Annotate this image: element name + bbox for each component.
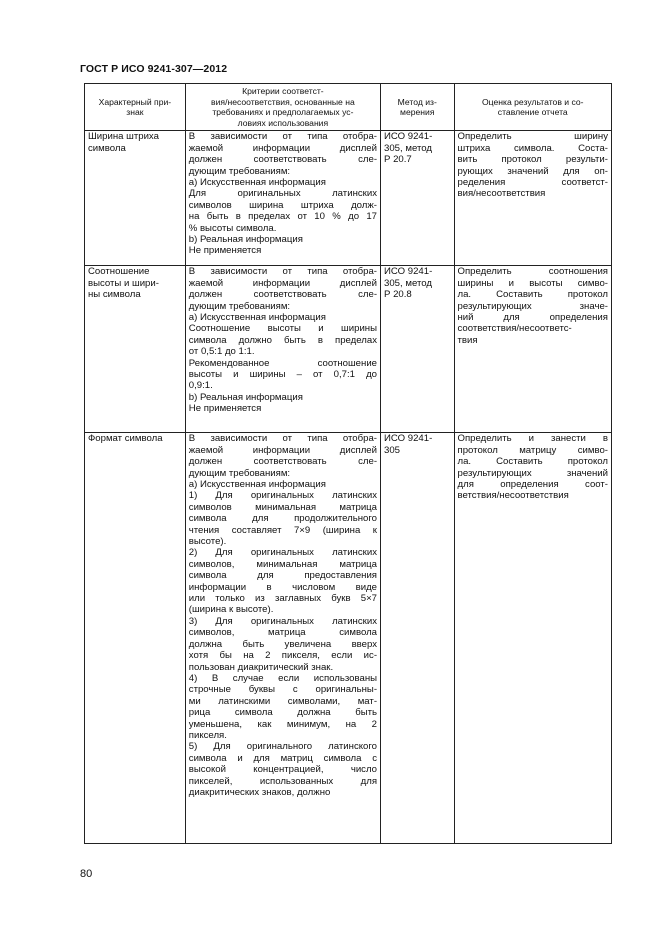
method-cell — [381, 433, 454, 844]
criteria-cell — [185, 266, 380, 433]
text-line: для определения соот- — [457, 479, 608, 490]
text-line: Формат символа — [88, 433, 163, 445]
text-line: (ширина к высоте). — [188, 604, 274, 616]
text-line: Определить ширину — [457, 131, 608, 143]
text-line: результирующих значений — [457, 467, 608, 479]
text-line: b) Реальная информация — [188, 391, 303, 403]
text-line: Не применяется — [188, 403, 262, 415]
text-line: соответствия/несоответс- — [457, 323, 572, 335]
text-line: от 0,5:1 до 1:1. — [188, 346, 255, 358]
text-line: символа для продолжительного — [188, 513, 378, 525]
criteria-table — [84, 83, 612, 844]
text-line: на быть в пределах от 10 % до 17 — [188, 211, 378, 223]
text-line: жаемой информации дисплей — [188, 444, 378, 456]
evaluation-cell — [454, 433, 612, 844]
text-line: пользован диакритический знак. — [188, 661, 334, 673]
text-line: хотя бы на 2 пикселя, если ис- — [188, 650, 378, 662]
text-line: высоты и ширины – от 0,7:1 до — [188, 369, 378, 381]
page-number: 80 — [80, 868, 93, 880]
text-line: вия/несоответствия — [457, 188, 546, 200]
text-line: жаемой информации дисплей — [188, 277, 378, 289]
text-line: Определить и занести в — [457, 433, 608, 445]
text-line: Рекомендованное соотношение — [188, 357, 378, 369]
text-line: 4) В случае если использованы — [188, 672, 378, 684]
text-line: должна быть увеличена вверх — [188, 638, 378, 650]
table-header-row — [85, 84, 612, 131]
text-line: протокол матрицу симво- — [457, 444, 608, 456]
text-line: Не применяется — [188, 245, 262, 257]
text-line: Для оригинальных латинских — [188, 188, 378, 200]
text-line: информации в числовом виде — [188, 581, 378, 593]
text-line: Оценка результатов и со- — [481, 96, 584, 107]
text-line: дующим требованиям: — [188, 467, 291, 479]
text-line: 5) Для оригинального латинского — [188, 741, 378, 753]
text-line: Р 20.8 — [384, 289, 412, 301]
text-line: высоты и шири- — [88, 277, 159, 289]
text-line: символов ширина штриха долж- — [188, 199, 378, 211]
table-row — [85, 131, 612, 266]
text-line: 0,9:1. — [188, 380, 213, 392]
text-line: диакритических знаков, должно — [188, 786, 331, 798]
text-line: символа и для матриц символа с — [188, 752, 378, 764]
text-line: ИСО 9241- — [384, 131, 433, 143]
text-line: ловиях использования — [237, 117, 329, 128]
text-line: Характерный при- — [98, 96, 172, 107]
text-line: В зависимости от типа отобра- — [188, 266, 378, 278]
text-line: символов минимальная матрица — [188, 501, 378, 513]
text-line: вить протокол результи- — [457, 154, 608, 166]
text-line: жаемой информации дисплей — [188, 142, 378, 154]
feature-cell — [85, 433, 186, 844]
text-line: ИСО 9241- — [384, 266, 433, 278]
text-line: рица символа должна быть — [188, 707, 378, 719]
text-line: штриха символа. Соста- — [457, 142, 608, 154]
text-line: Определить соотношения — [457, 266, 608, 278]
feature-cell — [85, 131, 186, 266]
text-line: знак — [126, 107, 144, 118]
text-line: Р 20.7 — [384, 154, 412, 166]
text-line: высоте). — [188, 536, 227, 548]
text-line: ны символа — [88, 289, 141, 301]
evaluation-cell — [454, 266, 612, 433]
text-line: высокой концентрацией, число — [188, 764, 378, 776]
text-line: символа должно быть в пределах — [188, 334, 378, 346]
text-line: Соотношение высоты и ширины — [188, 323, 378, 335]
text-line: вия/несоответствия, основанные на — [211, 96, 355, 107]
text-line: 3) Для оригинальных латинских — [188, 615, 378, 627]
text-line: b) Реальная информация — [188, 234, 303, 246]
text-line: ределения соответст- — [457, 177, 608, 188]
text-line: требованиях и предполагаемых ус- — [212, 107, 354, 118]
text-line: уменьшена, как минимум, на 2 — [188, 718, 378, 730]
text-line: ставление отчета — [497, 107, 568, 118]
text-line: должен соответствовать сле- — [188, 289, 378, 301]
text-line: мерения — [400, 107, 435, 118]
text-line: чтения составляет 7×9 (ширина к — [188, 524, 378, 536]
text-line: рующих значений для оп- — [457, 165, 608, 177]
text-line: Ширина штриха — [88, 131, 159, 143]
text-line: дующим требованиям: — [188, 300, 291, 312]
text-line: а) Искусственная информация — [188, 479, 326, 490]
criteria-cell — [185, 433, 380, 844]
text-line: должен соответствовать сле- — [188, 154, 378, 166]
text-line: дующим требованиям: — [188, 165, 291, 177]
text-line: символов, матрица символа — [188, 627, 378, 639]
method-cell — [381, 266, 454, 433]
criteria-cell — [185, 131, 380, 266]
text-line: пикселей, использованных для — [188, 775, 378, 787]
text-line: строчные буквы с оригинальны- — [188, 684, 378, 696]
column-header-method — [381, 84, 454, 131]
table-row — [85, 266, 612, 433]
text-line: Критерии соответст- — [242, 86, 324, 96]
text-line: символа для предоставления — [188, 570, 378, 582]
evaluation-cell — [454, 131, 612, 266]
text-line: ла. Составить протокол — [457, 289, 608, 301]
text-line: символа — [88, 142, 126, 154]
text-line: 2) Для оригинальных латинских — [188, 547, 378, 559]
text-line: пикселя. — [188, 729, 227, 741]
text-line: а) Искусственная информация — [188, 177, 326, 188]
text-line: ширины и высоты симво- — [457, 277, 608, 289]
text-line: а) Искусственная информация — [188, 312, 326, 323]
text-line: Соотношение — [88, 266, 150, 278]
text-line: ний для определения — [457, 312, 608, 323]
text-line: символов, минимальная матрица — [188, 558, 378, 570]
column-header-evaluation — [454, 84, 612, 131]
text-line: % высоты символа. — [188, 222, 277, 234]
text-line: твия — [457, 334, 478, 346]
text-line: или только из заглавных букв 5×7 — [188, 593, 378, 605]
text-line: 305 — [384, 444, 401, 456]
text-line: должен соответствовать сле- — [188, 456, 378, 468]
text-line: результирующих значе- — [457, 300, 608, 312]
text-line: 1) Для оригинальных латинских — [188, 490, 378, 502]
text-line: 305, метод — [384, 277, 432, 289]
column-header-feature — [85, 84, 186, 131]
feature-cell — [85, 266, 186, 433]
text-line: В зависимости от типа отобра- — [188, 131, 378, 143]
text-line: ветствия/несоответствия — [457, 490, 569, 502]
table-row — [85, 433, 612, 844]
text-line: 305, метод — [384, 142, 432, 154]
column-header-criteria — [185, 84, 380, 131]
text-line: В зависимости от типа отобра- — [188, 433, 378, 445]
document-header: ГОСТ Р ИСО 9241-307—2012 — [80, 63, 228, 75]
text-line: ми латинскими символами, мат- — [188, 695, 378, 707]
method-cell — [381, 131, 454, 266]
text-line: ла. Составить протокол — [457, 456, 608, 468]
text-line: Метод из- — [397, 96, 437, 107]
text-line: ИСО 9241- — [384, 433, 433, 445]
